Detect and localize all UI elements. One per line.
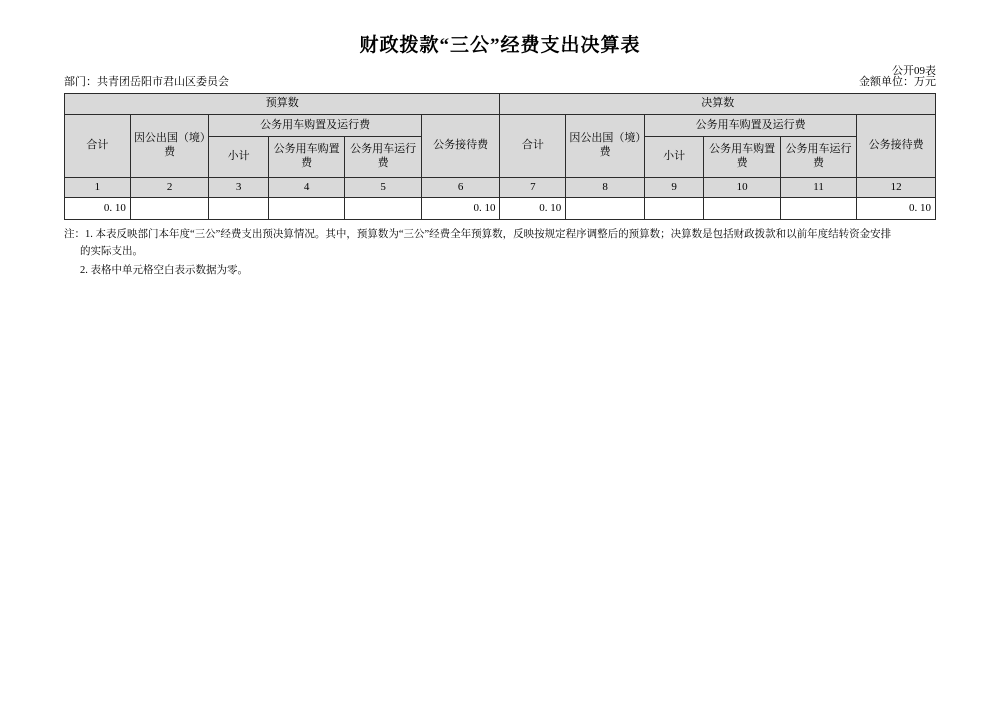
table-column-number-row xyxy=(65,178,936,198)
header-final-vehicle-operation: 公务用车运行费 xyxy=(780,137,856,178)
note-2: 2. 表格中单元格空白表示数据为零。 xyxy=(80,264,248,276)
cell-final-vehicle-operation xyxy=(780,198,856,220)
department-label: 部门：共青团岳阳市君山区委员会 xyxy=(64,76,229,88)
cell-final-overseas xyxy=(566,198,645,220)
column-number: 9 xyxy=(644,178,703,198)
header-budget-overseas: 因公出国（境）费 xyxy=(130,115,209,178)
expenditure-table xyxy=(64,93,936,220)
note-1-continuation: 的实际支出。 xyxy=(80,245,143,257)
cell-final-reception: 0. 10 xyxy=(857,198,936,220)
cell-final-total: 0. 10 xyxy=(500,198,566,220)
cell-final-vehicle-subtotal xyxy=(644,198,703,220)
cell-budget-vehicle-operation xyxy=(345,198,421,220)
page-title: 财政拨款“三公”经费支出决算表 xyxy=(359,35,641,56)
column-number: 10 xyxy=(704,178,780,198)
column-number: 12 xyxy=(857,178,936,198)
subgroup-header-final-vehicle: 公务用车购置及运行费 xyxy=(644,115,856,137)
table-notes xyxy=(64,227,936,279)
cell-budget-vehicle-subtotal xyxy=(209,198,268,220)
header-budget-vehicle-subtotal: 小计 xyxy=(209,137,268,178)
column-number: 11 xyxy=(780,178,856,198)
table-row xyxy=(65,198,936,220)
note-1 xyxy=(64,227,936,261)
header-final-total: 合计 xyxy=(500,115,566,178)
column-number: 2 xyxy=(130,178,209,198)
cell-budget-vehicle-purchase xyxy=(268,198,344,220)
header-final-reception: 公务接待费 xyxy=(857,115,936,178)
header-final-overseas: 因公出国（境）费 xyxy=(566,115,645,178)
column-number: 8 xyxy=(566,178,645,198)
header-budget-vehicle-purchase: 公务用车购置费 xyxy=(268,137,344,178)
table-subgroup-header-row xyxy=(65,115,936,137)
group-header-final: 决算数 xyxy=(500,94,936,115)
column-number: 3 xyxy=(209,178,268,198)
meta-row xyxy=(64,73,936,89)
note-1-text: 注：1. 本表反映部门本年度“三公”经费支出预决算情况。其中，预算数为“三公”经费全年预算数，反映按规定程序调整后的预算数；决算数是包括财政拨款和以前年度结转资金安排 xyxy=(64,229,892,240)
header-final-vehicle-purchase: 公务用车购置费 xyxy=(704,137,780,178)
column-number: 5 xyxy=(345,178,421,198)
header-budget-vehicle-operation: 公务用车运行费 xyxy=(345,137,421,178)
column-number: 4 xyxy=(268,178,344,198)
cell-budget-total: 0. 10 xyxy=(65,198,131,220)
amount-unit-label: 金额单位：万元 xyxy=(859,76,936,88)
group-header-budget: 预算数 xyxy=(65,94,500,115)
header-budget-reception: 公务接待费 xyxy=(421,115,500,178)
header-budget-total: 合计 xyxy=(65,115,131,178)
form-code: 公开09表 xyxy=(892,65,936,77)
column-number: 6 xyxy=(421,178,500,198)
table-group-header-row xyxy=(65,94,936,115)
cell-budget-reception: 0. 10 xyxy=(421,198,500,220)
header-final-vehicle-subtotal: 小计 xyxy=(644,137,703,178)
cell-final-vehicle-purchase xyxy=(704,198,780,220)
column-number: 7 xyxy=(500,178,566,198)
subgroup-header-budget-vehicle: 公务用车购置及运行费 xyxy=(209,115,421,137)
column-number: 1 xyxy=(65,178,131,198)
cell-budget-overseas xyxy=(130,198,209,220)
